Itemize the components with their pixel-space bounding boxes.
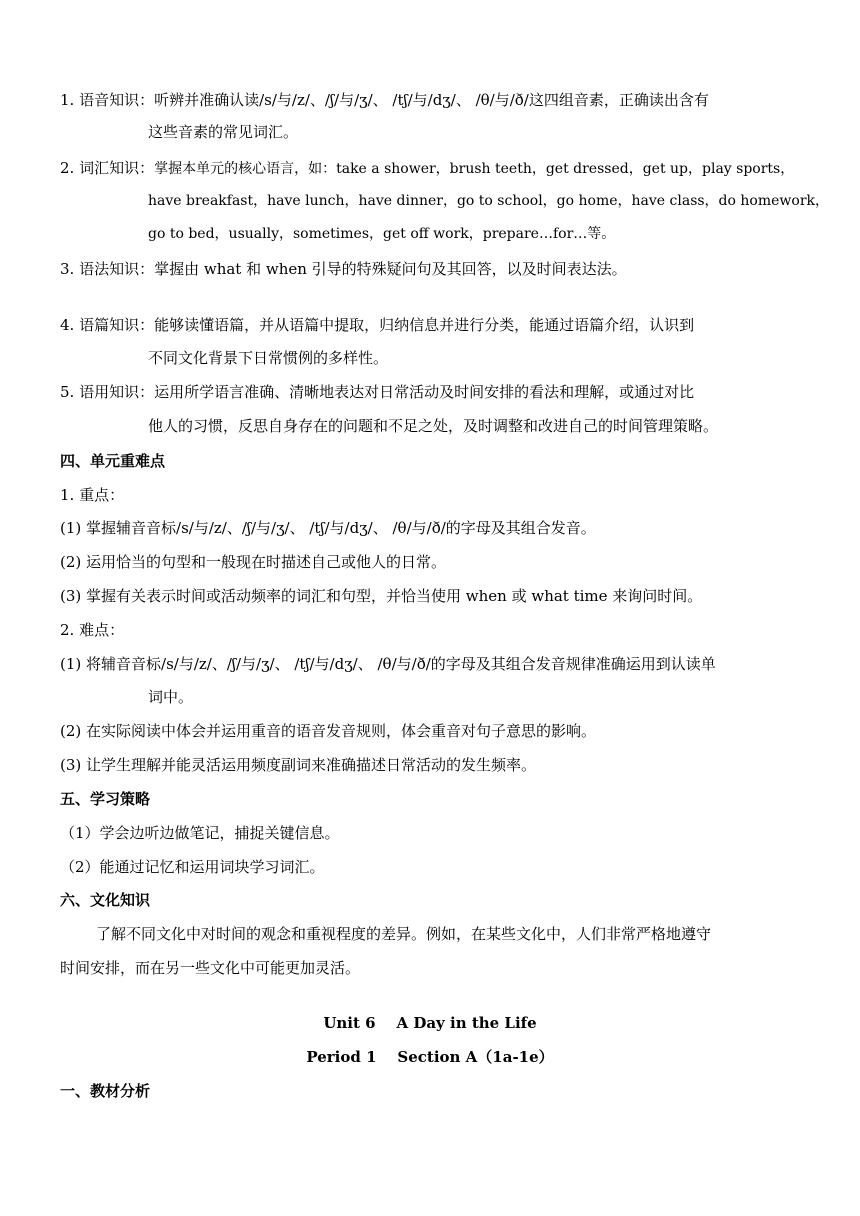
section4-heading: 四、单元重难点 [60,452,166,470]
key-points-label: 1. 重点： [60,486,125,504]
next-section-heading: 一、教材分析 [60,1082,151,1100]
vocab-line-2: have breakfast，have lunch，have dinner，go to school，go home，have class，do homework， [148,193,829,209]
difficulty-1-line-1: (1) 将辅音音标/s/与/z/、/ʃ/与/ʒ/、 /tʃ/与/dʒ/、 /θ/与/ð/的字母及其组合发音规律准确运用到认读单 [60,655,716,673]
unit-title: Unit 6 A Day in the Life [323,1014,537,1032]
phonetics-line-1 [60,90,709,110]
discourse-line-1 [60,315,694,335]
usage-line-1 [60,382,694,402]
key-point-2: (2) 运用恰当的句型和一般现在时描述自己或他人的日常。 [60,553,447,571]
key-point-1: (1) 掌握辅音音标/s/与/z/、/ʃ/与/ʒ/、 /tʃ/与/dʒ/、 /θ/与/ð/的字母及其组合发音。 [60,519,596,537]
phonetics-label: 1. 语音知识： [60,91,155,109]
section5-heading: 五、学习策略 [60,790,151,808]
discourse-label: 4. 语篇知识： [60,316,155,334]
vocab-label: 2. 词汇知识： [60,159,155,177]
phonetics-line-2: 这些音素的常见词汇。 [148,123,299,141]
culture-para-line-1: 了解不同文化中对时间的观念和重视程度的差异。例如，在某些文化中，人们非常严格地遵守 [96,925,712,943]
difficulty-3: (3) 让学生理解并能灵活运用频度副词来准确描述日常活动的发生频率。 [60,756,537,774]
usage-text-1: 运用所学语言准确、清晰地表达对日常活动及时间安排的看法和理解，或通过对比 [154,383,695,401]
strategy-item-2: （2）能通过记忆和运用词块学习词汇。 [60,858,325,876]
vocab-text-1: 掌握本单元的核心语言，如：take a shower，brush teeth，get dressed，get up，play sports， [154,161,795,177]
difficulty-label: 2. 难点： [60,621,125,639]
culture-para-line-2: 时间安排，而在另一些文化中可能更加灵活。 [60,959,361,977]
key-point-3: (3) 掌握有关表示时间或活动频率的词汇和句型，并恰当使用 when 或 what time 来询问时间。 [60,587,703,605]
difficulty-1-line-2: 词中。 [148,688,194,706]
grammar-label: 3. 语法知识： [60,260,155,278]
difficulty-2: (2) 在实际阅读中体会并运用重音的语音发音规则，体会重音对句子意思的影响。 [60,722,597,740]
grammar-line-1 [60,259,627,279]
discourse-line-2: 不同文化背景下日常惯例的多样性。 [148,349,389,367]
vocab-line-1 [60,158,794,179]
usage-label: 5. 语用知识： [60,383,155,401]
grammar-text-1: 掌握由 what 和 when 引导的特殊疑问句及其回答，以及时间表达法。 [154,260,627,278]
section6-heading: 六、文化知识 [60,891,151,909]
vocab-line-3: go to bed，usually，sometimes，get off work，prepare…for…等。 [148,226,616,242]
strategy-item-1: （1）学会边听边做笔记，捕捉关键信息。 [60,824,340,842]
period-title: Period 1 Section A（1a-1e） [306,1048,554,1066]
usage-line-2: 他人的习惯，反思自身存在的问题和不足之处，及时调整和改进自己的时间管理策略。 [148,417,719,435]
phonetics-text-1: 听辨并准确认读/s/与/z/、/ʃ/与/ʒ/、 /tʃ/与/dʒ/、 /θ/与/ð/这四组音素，正确读出含有 [154,91,709,109]
discourse-text-1: 能够读懂语篇，并从语篇中提取，归纳信息并进行分类，能通过语篇介绍，认识到 [154,316,695,334]
